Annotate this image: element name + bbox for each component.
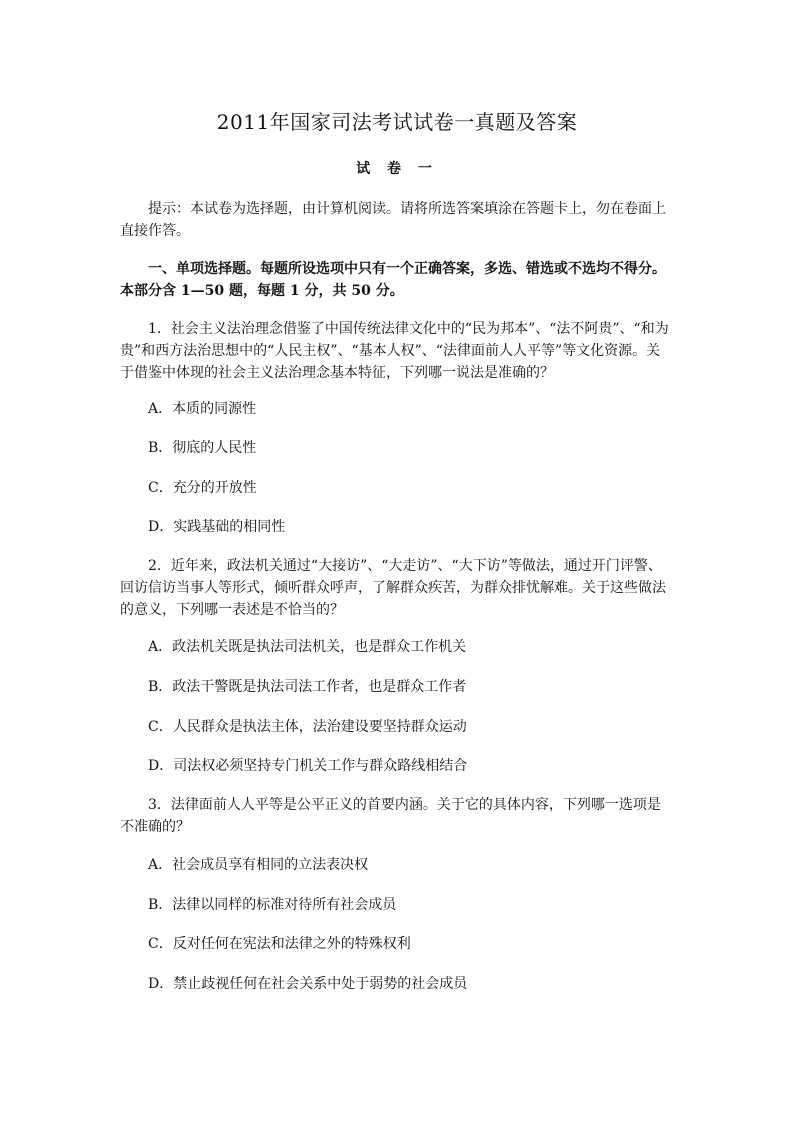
question-2-option-a: A．政法机关既是执法司法机关，也是群众工作机关 bbox=[148, 639, 467, 655]
question-3-option-d: D．禁止歧视任何在社会关系中处于弱势的社会成员 bbox=[148, 976, 468, 992]
question-1-option-b: B．彻底的人民性 bbox=[148, 440, 257, 456]
question-1-option-d: D．实践基础的相同性 bbox=[148, 519, 286, 535]
question-1-option-a: A．本质的同源性 bbox=[148, 401, 257, 417]
question-3: 3．法律面前人人平等是公平正义的首要内涵。关于它的具体内容，下列哪一选项是不准确的？ bbox=[120, 797, 661, 835]
question-1: 1．社会主义法治理念借鉴了中国传统法律文化中的“民为邦本”、“法不阿贵”、“和为贵”和西方法治思想中的“人民主权”、“基本人权”、“法律面前人人平等”等文化资源。关于借鉴中体现的社会主义法治理念基本特征，下列哪一说法是准确的？ bbox=[120, 321, 669, 381]
question-3-option-b: B．法律以同样的标准对待所有社会成员 bbox=[148, 897, 397, 913]
question-2-option-c: C．人民群众是执法主体，法治建设要坚持群众运动 bbox=[148, 719, 467, 735]
question-2-option-b: B．政法干警既是执法司法工作者，也是群众工作者 bbox=[148, 679, 467, 695]
paper-subtitle: 试 卷 一 bbox=[356, 161, 438, 177]
question-2: 2．近年来，政法机关通过“大接访”、“大走访”、“大下访”等做法，通过开门评警、回访信访当事人等形式，倾听群众呼声，了解群众疾苦，为群众排忧解难。关于这些做法的意义，下列哪一表述是不恰当的？ bbox=[120, 558, 666, 618]
question-3-option-a: A．社会成员享有相同的立法表决权 bbox=[148, 857, 369, 873]
question-3-option-c: C．反对任何在宪法和法律之外的特殊权利 bbox=[148, 936, 411, 952]
question-1-option-c: C．充分的开放性 bbox=[148, 480, 257, 496]
exam-notice: 提示：本试卷为选择题，由计算机阅读。请将所选答案填涂在答题卡上，勿在卷面上直接作答。 bbox=[120, 201, 666, 239]
page-title: 2011年国家司法考试试卷一真题及答案 bbox=[216, 110, 578, 134]
section-heading: 一、单项选择题。每题所设选项中只有一个正确答案，多选、错选或不选均不得分。本部分含 1—50 题，每题 1 分，共 50 分。 bbox=[120, 261, 666, 299]
question-2-option-d: D．司法权必须坚持专门机关工作与群众路线相结合 bbox=[148, 758, 468, 774]
